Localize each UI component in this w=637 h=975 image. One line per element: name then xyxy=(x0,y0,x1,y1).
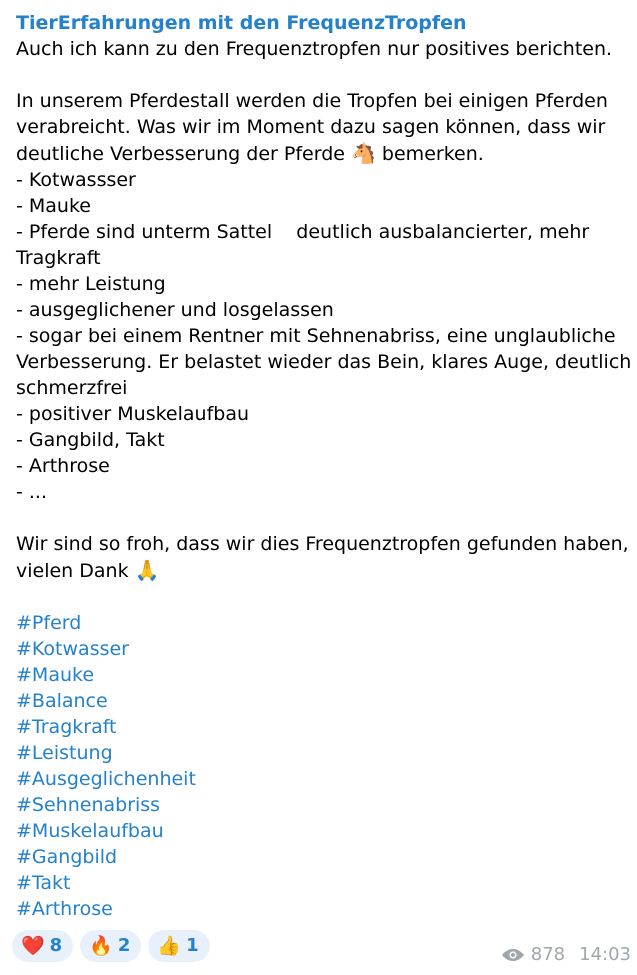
horse-emoji: 🐴 xyxy=(350,141,376,165)
text-line xyxy=(16,140,621,167)
eye-icon xyxy=(501,948,525,962)
text-line: - Gangbild, Takt xyxy=(16,429,165,451)
reaction-fire[interactable] xyxy=(80,930,141,962)
hashtag-link[interactable]: #Takt xyxy=(16,872,71,894)
text-line: - mehr Leistung xyxy=(16,273,166,295)
text-line: Verbesserung. Er belastet wieder das Bein, klares Auge, deutlich xyxy=(16,351,632,373)
text-line: Wir sind so froh, dass wir dies Frequenztropfen gefunden haben, xyxy=(16,533,629,555)
text-line: verabreicht. Was wir im Moment dazu sagen können, dass wir xyxy=(16,116,606,138)
text-segment: bemerken. xyxy=(375,143,484,165)
message-footer xyxy=(12,930,631,964)
text-line: Auch ich kann zu den Frequenztropfen nur positives berichten. xyxy=(16,38,613,60)
reaction-count: 1 xyxy=(186,935,199,956)
message-text xyxy=(16,36,632,922)
hashtag-link[interactable]: #Arthrose xyxy=(16,898,113,920)
fire-icon: 🔥 xyxy=(89,935,113,957)
hashtag-link[interactable]: #Tragkraft xyxy=(16,716,117,738)
text-line: - ... xyxy=(16,481,48,503)
hashtag-list xyxy=(16,610,621,922)
hashtag-link[interactable]: #Gangbild xyxy=(16,846,118,868)
hashtag-link[interactable]: #Leistung xyxy=(16,742,113,764)
hashtag-link[interactable]: #Pferd xyxy=(16,612,82,634)
message-meta xyxy=(501,944,631,966)
sender-name[interactable]: TierErfahrungen mit den FrequenzTropfen xyxy=(16,12,467,34)
blank-line xyxy=(16,584,621,610)
hashtag-link[interactable]: #Ausgeglichenheit xyxy=(16,768,196,790)
thumbs-up-icon: 👍 xyxy=(157,935,182,957)
text-line: - Mauke xyxy=(16,195,91,217)
text-line: - positiver Muskelaufbau xyxy=(16,403,250,425)
reaction-bar xyxy=(12,930,210,962)
message-time: 14:03 xyxy=(579,944,631,965)
text-line: In unserem Pferdestall werden die Tropfen bei einigen Pferden xyxy=(16,90,608,112)
text-line: - sogar bei einem Rentner mit Sehnenabriss, eine unglaubliche xyxy=(16,325,616,347)
text-segment: vielen Dank xyxy=(16,560,129,582)
hashtag-link[interactable]: #Mauke xyxy=(16,664,95,686)
text-line: - Arthrose xyxy=(16,455,110,477)
text-line: - Kotwassser xyxy=(16,169,136,191)
text-line: schmerzfrei xyxy=(16,377,128,399)
hashtag-link[interactable]: #Muskelaufbau xyxy=(16,820,164,842)
hashtag-link[interactable]: #Kotwasser xyxy=(16,638,129,660)
reaction-count: 8 xyxy=(49,935,63,956)
text-line: - Pferde sind unterm Sattel deutlich ausbalancierter, mehr xyxy=(16,221,590,243)
hashtag-link[interactable]: #Sehnenabriss xyxy=(16,794,161,816)
reaction-thumbs-up[interactable] xyxy=(148,930,209,962)
blank-line xyxy=(16,62,621,88)
text-line xyxy=(16,557,621,584)
text-segment: deutliche Verbesserung der Pferde xyxy=(16,143,345,165)
view-count: 878 xyxy=(530,944,566,965)
text-line: - ausgeglichener und losgelassen xyxy=(16,299,334,321)
blank-line xyxy=(16,505,621,531)
text-line: Tragkraft xyxy=(16,247,101,269)
reaction-count: 2 xyxy=(117,935,131,956)
reaction-heart[interactable] xyxy=(12,930,73,962)
heart-icon: ❤️ xyxy=(21,935,45,957)
hashtag-link[interactable]: #Balance xyxy=(16,690,108,712)
praying-hands-emoji: 🙏 xyxy=(134,558,160,582)
